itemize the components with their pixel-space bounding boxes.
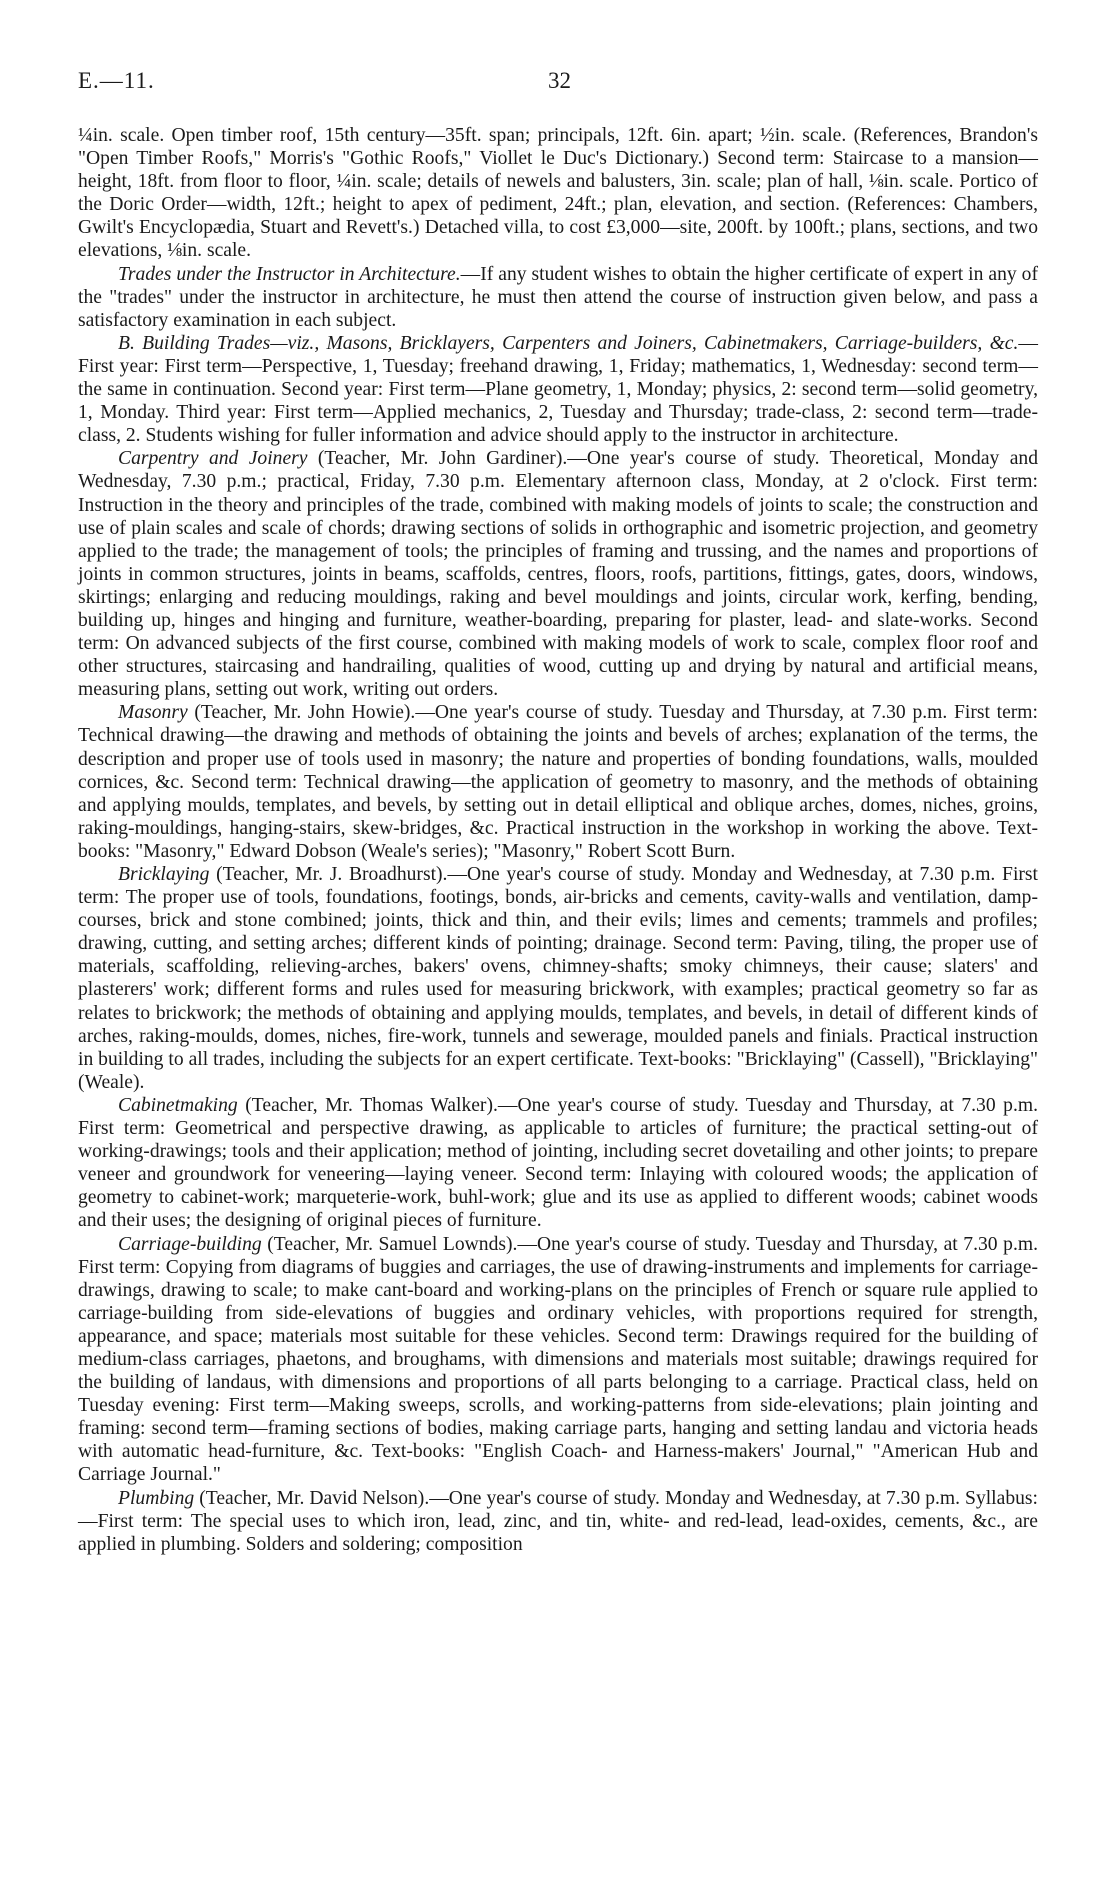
paragraph-masonry: Masonry (Teacher, Mr. John Howie).—One year's course of study. Tuesday and Thursday, at 7.30 p.m. First term: Technical drawing—the drawing and methods of obtaining the joints and bevels of arches; explanation of the terms, the description and proper use of tools used in masonry; the nature and properties of bonding foundations, walls, moulded cornices, &c. Second term: Technical drawing—the application of geometry to masonry, and the methods of obtaining and applying moulds, templates, and bevels, by setting out in detail elliptical and oblique arches, domes, niches, groins, raking-mouldings, hanging-stairs, skew-bridges, &c. Practical instruction in the workshop in working the above. Text-books: "Masonry," Edward Dobson (Weale's series); "Masonry," Robert Scott Burn. xyxy=(78,702,1038,862)
paragraph-plumbing: Plumbing (Teacher, Mr. David Nelson).—One year's course of study. Monday and Wednesday, at 7.30 p.m. Syllabus:—First term: The special uses to which iron, lead, zinc, and tin, white- and red-lead, lead-oxides, cements, &c., are applied in plumbing. Solders and soldering; composition xyxy=(78,1487,1038,1555)
paragraph-carriage-building: Carriage-building (Teacher, Mr. Samuel Lownds).—One year's course of study. Tuesday and Thursday, at 7.30 p.m. First term: Copying from diagrams of buggies and carriages, the use of drawing-instruments and implements for carriage-drawings, drawing to scale; to make cant-board and working-plans on the principles of French or square rule applied to carriage-building from side-elevations of buggies and ordinary vehicles, with proportions required for strength, appearance, and space; materials most suitable for these vehicles. Second term: Drawings required for the building of medium-class carriages, phaetons, and broughams, with dimensions and materials most suitable; drawings required for the building of landaus, with dimensions and proportions of all parts belonging to a carriage. Practical class, held on Tuesday evening: First term—Making sweeps, scrolls, and working-patterns from side-elevations; plain jointing and framing: second term—framing sections of bodies, making carriage parts, hanging and setting landau and victoria heads with automatic head-furniture, &c. Text-books: "English Coach- and Harness-makers' Journal," "American Hub and Carriage Journal." xyxy=(78,1233,1038,1486)
paragraph-bricklaying: Bricklaying (Teacher, Mr. J. Broadhurst).—One year's course of study. Monday and Wednesday, at 7.30 p.m. First term: The proper use of tools, foundations, footings, bonds, air-bricks and cements, cavity-walls and ventilation, damp-courses, brick and stone combined; joints, thick and thin, and their evils; limes and cements; trammels and profiles; drawing, cutting, and setting arches; different kinds of pointing; drainage. Second term: Paving, tiling, the proper use of materials, scaffolding, relieving-arches, bakers' ovens, chimney-shafts; smoky chimneys, their cause; slaters' and plasterers' work; different forms and rules used for measuring brickwork, with examples; practical geometry so far as relates to brickwork; the methods of obtaining and applying moulds, templates, and bevels, in detail of different kinds of arches, raking-moulds, domes, niches, fire-work, tunnels and sewerage, moulded panels and finials. Practical instruction in building to all trades, including the subjects for an expert certificate. Text-books: "Bricklaying" (Cassell), "Bricklaying" (Weale). xyxy=(78,864,1038,1093)
paragraph-heading: Carpentry and Joinery xyxy=(118,448,308,470)
page-header xyxy=(78,68,1038,108)
page-number: 32 xyxy=(548,68,571,93)
page-reference: E.—11. xyxy=(78,68,155,93)
body-text xyxy=(78,124,1038,1556)
paragraph-carpentry-and-joinery: Carpentry and Joinery (Teacher, Mr. John Gardiner).—One year's course of study. Theoretical, Monday and Wednesday, 7.30 p.m.; practical, Friday, 7.30 p.m. Elementary afternoon class, Monday, at 2 o'clock. First term: Instruction in the theory and principles of the trade, combined with making models of joints to scale; the construction and use of plain scales and scale of chords; drawing sections of solids in orthographic and isometric projection, and geometry applied to the trade; the management of tools; the principles of framing and trussing, and the names and proportions of joints in common structures, joints in beams, scaffolds, centres, floors, roofs, partitions, fittings, gates, doors, windows, skirtings; enlarging and reducing mouldings, raking and bevel mouldings and joints, circular work, kerfing, bending, building up, hinges and hinging and furniture, weather-boarding, preparing for plaster, lead- and slate-works. Second term: On advanced subjects of the first course, combined with making models of work to scale, complex floor roof and other structures, staircasing and handrailing, qualities of wood, cutting up and drying by natural and artificial means, measuring plans, setting out work, writing out orders. xyxy=(78,448,1038,701)
paragraph-heading: Plumbing xyxy=(118,1487,195,1509)
paragraph-heading: Cabinetmaking xyxy=(118,1094,238,1116)
paragraph-heading: Carriage-building xyxy=(118,1233,262,1255)
paragraph-heading: Masonry xyxy=(118,702,188,724)
paragraph-heading: Trades under the Instructor in Architecture. xyxy=(118,263,461,285)
paragraph-heading: B. Building Trades—viz., Masons, Bricklayers, Carpenters and Joiners, Cabinetmakers, Carriage-builders, &c. xyxy=(118,332,1019,354)
paragraph-architecture-continued: ¼in. scale. Open timber roof, 15th century—35ft. span; principals, 12ft. 6in. apart; ½in. scale. (References, Brandon's "Open Timber Roofs," Morris's "Gothic Roofs," Viollet le Duc's Dictionary.) Second term: Staircase to a mansion—height, 18ft. from floor to floor, ¼in. scale; details of newels and balusters, 3in. scale; plan of hall, ⅛in. scale. Portico of the Doric Order—width, 12ft.; height to apex of pediment, 24ft.; plan, elevation, and section. (References: Chambers, Gwilt's Encyclopædia, Stuart and Revett's.) Detached villa, to cost £3,000—site, 200ft. by 100ft.; plans, sections, and two elevations, ⅛in. scale. xyxy=(78,125,1038,262)
paragraph-cabinetmaking: Cabinetmaking (Teacher, Mr. Thomas Walker).—One year's course of study. Tuesday and Thursday, at 7.30 p.m. First term: Geometrical and perspective drawing, as applicable to articles of furniture; the practical setting-out of working-drawings; tools and their application; method of jointing, including secret dovetailing and other joints; to prepare veneer and groundwork for veneering—laying veneer. Second term: Inlaying with coloured woods; the application of geometry to cabinet-work; marqueterie-work, buhl-work; glue and its use as applied to different woods; cabinet woods and their uses; the designing of original pieces of furniture. xyxy=(78,1094,1038,1232)
paragraph-trades-under-instructor: Trades under the Instructor in Architecture.—If any student wishes to obtain the higher certificate of expert in any of the "trades" under the instructor in architecture, he must then attend the course of instruction given below, and pass a satisfactory examination in each subject. xyxy=(78,263,1039,331)
paragraph-building-trades: B. Building Trades—viz., Masons, Bricklayers, Carpenters and Joiners, Cabinetmakers, Carriage-builders, &c.—First year: First term—Perspective, 1, Tuesday; freehand drawing, 1, Friday; mathematics, 1, Wednesday: second term—the same in continuation. Second year: First term—Plane geometry, 1, Monday; physics, 2: second term—solid geometry, 1, Monday. Third year: First term—Applied mechanics, 2, Tuesday and Thursday; trade-class, 2: second term—trade-class, 2. Students wishing for fuller information and advice should apply to the instructor in architecture. xyxy=(78,332,1038,447)
paragraph-heading: Bricklaying xyxy=(118,864,210,885)
